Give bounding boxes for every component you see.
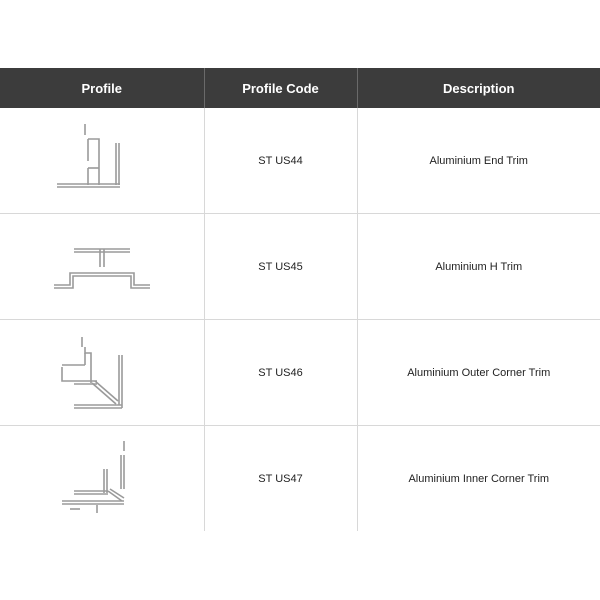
description-cell [357,214,600,320]
description-text: Aluminium H Trim [435,260,523,273]
profile-code-cell: ST US46 [204,320,357,426]
table-header-row [0,68,600,108]
header-profile-code: Profile Code [204,68,357,108]
inner-corner-trim-profile-icon [52,439,152,519]
profile-drawing-cell [0,320,204,426]
description-text: Aluminium Outer Corner Trim [407,366,551,379]
description-cell [357,108,600,214]
description-text: Aluminium End Trim [429,154,528,167]
table-row [0,108,600,214]
h-trim-profile-icon [52,237,152,297]
description-cell [357,320,600,426]
table-row [0,320,600,426]
profile-table [0,68,600,531]
end-trim-profile-icon [52,121,152,201]
header-profile: Profile [0,68,204,108]
profile-code-cell: ST US47 [204,426,357,532]
profile-drawing-cell [0,214,204,320]
outer-corner-trim-profile-icon [52,333,152,413]
description-text: Aluminium Inner Corner Trim [408,472,550,485]
header-description: Description [357,68,600,108]
description-cell [357,426,600,532]
profile-code-cell: ST US44 [204,108,357,214]
table-row [0,214,600,320]
table-row [0,426,600,532]
profile-code-cell: ST US45 [204,214,357,320]
profile-drawing-cell [0,108,204,214]
profile-drawing-cell [0,426,204,532]
